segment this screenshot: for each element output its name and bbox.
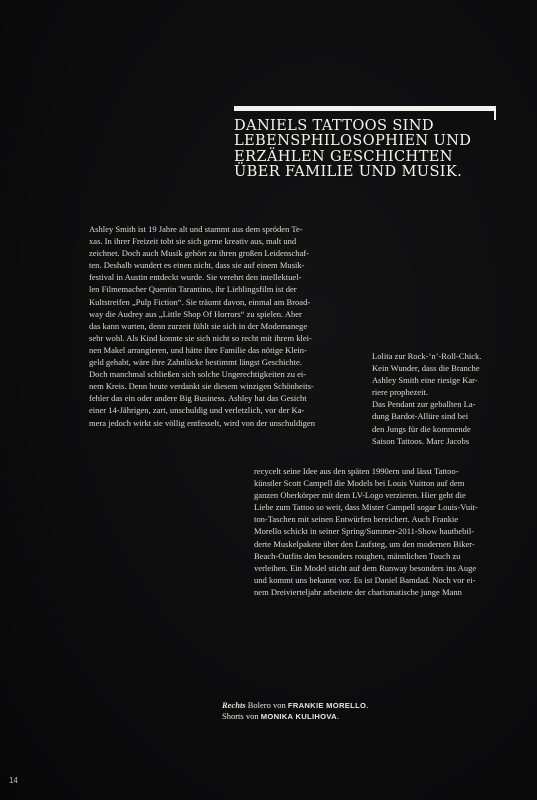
body-line: Ashley Smith ist 19 Jahre alt und stammt aus dem spröden Te- bbox=[89, 224, 303, 234]
body-line: nem Dreivierteljahr arbeitete der charismatische junge Mann bbox=[254, 586, 462, 597]
caption-line-2 bbox=[222, 711, 368, 722]
body-line: Morello schickt in seiner Spring/Summer-2011-Show hautbebil- bbox=[254, 526, 475, 537]
body-line: xas. In ihrer Freizeit tobt sie sich gerne kreativ aus, malt und bbox=[89, 236, 297, 247]
body-line: Saison Tattoos. Marc Jacobs bbox=[372, 435, 470, 446]
body-line: riere prophezeit. bbox=[372, 387, 428, 398]
body-line: Ashley Smith eine riesige Kar- bbox=[372, 375, 478, 386]
body-line: Lolita zur Rock-’n’-Roll-Chick. bbox=[372, 351, 482, 361]
body-line: nen Makel arrangieren, und hätte ihre Familie das nötige Klein- bbox=[89, 344, 307, 355]
headline-line: ÜBER FAMILIE UND MUSIK. bbox=[234, 163, 463, 181]
body-line: zeichnet. Doch auch Musik gehört zu ihren großen Leidenschaf- bbox=[89, 248, 309, 259]
headline-line: DANIELS TATTOOS SIND bbox=[234, 117, 434, 134]
body-line: recycelt seine Idee aus den späten 1990ern und lässt Tattoo- bbox=[254, 466, 459, 476]
body-line: Kultstreifen „Pulp Fiction“. Sie träumt davon, einmal am Broad- bbox=[89, 296, 311, 307]
body-line: verleihen. Ein Model sticht auf dem Runway besonders ins Auge bbox=[254, 562, 477, 573]
body-line: ten. Deshalb wundert es einen nicht, dass sie auf einem Musik- bbox=[89, 260, 305, 271]
body-line: derte Muskelpakete über den Laufsteg, um den modernen Biker- bbox=[254, 538, 475, 549]
caption-line-1 bbox=[222, 700, 368, 711]
page-number: 14 bbox=[9, 776, 18, 785]
body-line: dung Bardot-Allüre sind bei bbox=[372, 411, 469, 422]
body-line: fehler das ein oder andere Big Business. Ashley hat das Gesicht bbox=[89, 393, 307, 404]
body-line: way die Audrey aus „Little Shop Of Horrors“ zu spielen. Aber bbox=[89, 308, 302, 319]
body-line: ganzen Oberkörper mit dem LV-Logo verzieren. Hier geht die bbox=[254, 490, 466, 501]
photo-credit-caption bbox=[222, 700, 368, 722]
body-column-left bbox=[89, 223, 321, 429]
caption-text: Bolero von bbox=[245, 700, 288, 710]
body-line: ton-Taschen mit seinen Entwürfen bereichert. Auch Frankie bbox=[254, 514, 459, 525]
caption-period: . bbox=[366, 700, 369, 710]
body-line: Liebe zum Tattoo so weit, dass Mister Campell sogar Louis-Vuit- bbox=[254, 502, 478, 513]
headline-line: ERZÄHLEN GESCHICHTEN bbox=[234, 147, 453, 165]
body-line: len Filmemacher Quentin Tarantino, ihr Lieblingsfilm ist der bbox=[89, 284, 297, 295]
body-line: und kommt uns bekannt vor. Es ist Daniel Bamdad. Noch vor ei- bbox=[254, 574, 476, 585]
caption-label: Rechts bbox=[222, 700, 246, 710]
designer-name: MONIKA KULIHOVA bbox=[260, 712, 337, 721]
body-line: das kann warten, denn zurzeit fühlt sie sich in der Modemanege bbox=[89, 320, 308, 331]
pull-quote-headline bbox=[234, 118, 499, 180]
headline-top-rule bbox=[234, 106, 496, 111]
body-column-right bbox=[372, 350, 506, 447]
body-line: Das Pendant zur geballten La- bbox=[372, 399, 476, 410]
body-line: mera jedoch wirkt sie völlig entfesselt, wird von der unschuldigen bbox=[89, 417, 315, 428]
body-line: nem Kreis. Denn heute verdankt sie diesem winzigen Schönheits- bbox=[89, 381, 314, 392]
body-line: künstler Scott Campell die Models bei Louis Vuitton auf dem bbox=[254, 478, 465, 489]
body-line: Kein Wunder, dass die Branche bbox=[372, 363, 480, 374]
headline-line: LEBENSPHILOSOPHIEN UND bbox=[234, 132, 472, 150]
body-line: sehr wohl. Als Kind konnte sie sich nicht so recht mit ihrem klei- bbox=[89, 332, 312, 343]
body-line: festival in Austin entdeckt wurde. Sie verehrt den intellektuel- bbox=[89, 272, 302, 283]
body-line: Beach-Outfits den besonders roughen, männlichen Touch zu bbox=[254, 550, 461, 561]
body-column-bottom bbox=[254, 465, 507, 598]
caption-text: Shorts von bbox=[222, 711, 261, 721]
body-line: Doch manchmal schließen sich solche Ungerechtigkeiten zu ei- bbox=[89, 369, 307, 380]
body-line: geld gehabt, wäre ihre Zahnlücke bestimmt längst Geschichte. bbox=[89, 357, 302, 368]
caption-period: . bbox=[336, 711, 340, 721]
body-line: einer 14-Jährigen, zart, unschuldig und verletzlich, vor der Ka- bbox=[89, 405, 305, 416]
body-line: den Jungs für die kommende bbox=[372, 423, 471, 434]
designer-name: FRANKIE MORELLO bbox=[287, 701, 367, 710]
